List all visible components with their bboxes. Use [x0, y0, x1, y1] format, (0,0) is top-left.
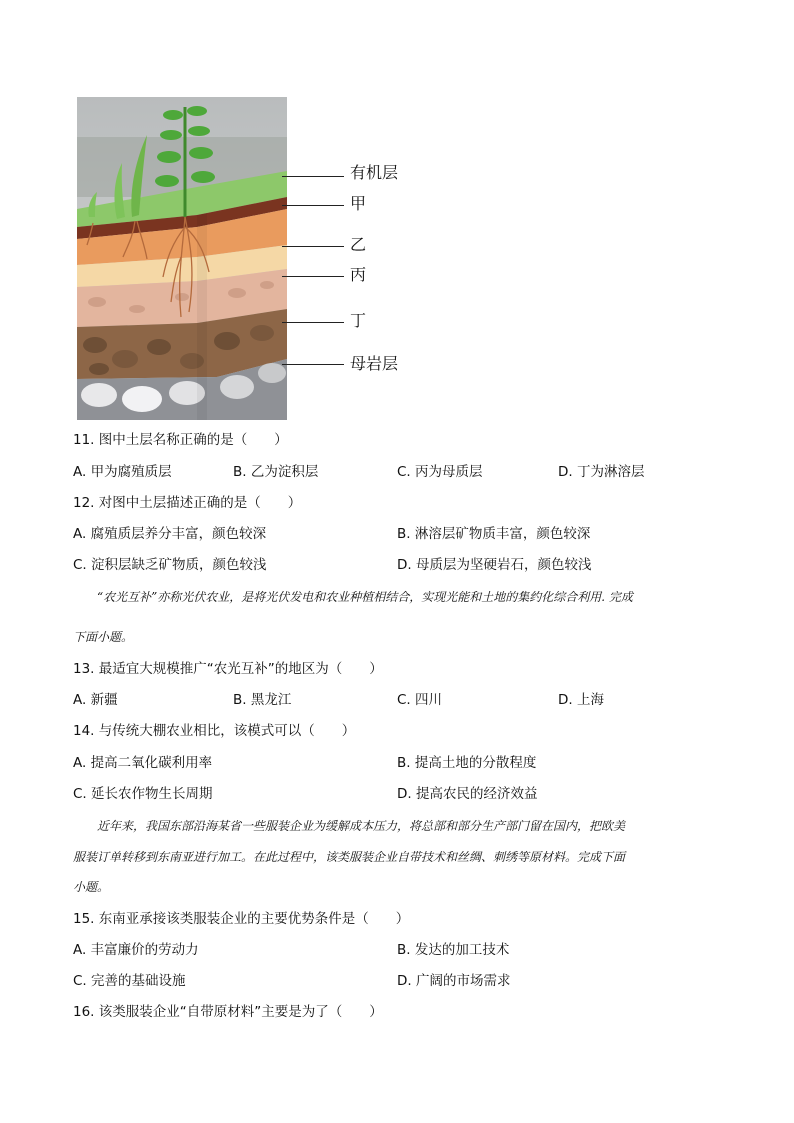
passage-1-line-1: “农光互补”亦称光伏农业，是将光伏发电和农业种植相结合，实现光能和土地的集约化综合利用. 完成 — [97, 590, 633, 604]
question-15-option-d: D. 广阔的市场需求 — [397, 973, 511, 989]
question-15-option-b: B. 发达的加工技术 — [397, 942, 510, 958]
question-13-option-c: C. 四川 — [397, 692, 443, 708]
leader-line-bedrock — [282, 364, 344, 365]
question-14-option-d: D. 提高农民的经济效益 — [397, 786, 538, 802]
question-12-option-d: D. 母质层为坚硬岩石，颜色较浅 — [397, 557, 592, 573]
question-15-option-a: A. 丰富廉价的劳动力 — [73, 942, 199, 958]
label-yi: 乙 — [350, 235, 367, 254]
question-14-option-a: A. 提高二氧化碳利用率 — [73, 755, 213, 771]
label-bedrock-layer: 母岩层 — [350, 354, 399, 373]
passage-2-line-3: 小题。 — [73, 880, 110, 894]
leader-line-jia — [282, 205, 344, 206]
question-14-option-c: C. 延长农作物生长周期 — [73, 786, 213, 802]
leader-line-bing — [282, 276, 344, 277]
question-15-stem: 15. 东南亚承接该类服装企业的主要优势条件是（ ） — [73, 911, 410, 927]
question-13-option-d: D. 上海 — [558, 692, 604, 708]
passage-2-line-2: 服装订单转移到东南亚进行加工。在此过程中，该类服装企业自带技术和丝绸、刺绣等原材料。完成下面 — [73, 850, 626, 864]
leader-line-yi — [282, 246, 344, 247]
question-16-stem: 16. 该类服装企业“自带原材料”主要是为了（ ） — [73, 1004, 383, 1020]
label-ding: 丁 — [350, 311, 367, 330]
question-12-option-b: B. 淋溶层矿物质丰富，颜色较深 — [397, 526, 591, 542]
question-11-stem: 11. 图中土层名称正确的是（ ） — [73, 432, 288, 448]
soil-profile-illustration — [77, 97, 287, 420]
question-13-option-a: A. 新疆 — [73, 692, 118, 708]
question-13-option-b: B. 黑龙江 — [233, 692, 292, 708]
label-bing: 丙 — [350, 265, 367, 284]
question-12-option-c: C. 淀积层缺乏矿物质，颜色较浅 — [73, 557, 267, 573]
passage-1-line-2: 下面小题。 — [73, 630, 134, 644]
leader-line-organic — [282, 176, 344, 177]
label-organic-layer: 有机层 — [350, 163, 399, 182]
leader-line-ding — [282, 322, 344, 323]
question-11-option-a: A. 甲为腐殖质层 — [73, 464, 172, 480]
passage-2-line-1: 近年来，我国东部沿海某省一些服装企业为缓解成本压力，将总部和部分生产部门留在国内，把欧美 — [97, 819, 626, 833]
question-13-stem: 13. 最适宜大规模推广“农光互补”的地区为（ ） — [73, 661, 383, 677]
question-11-option-d: D. 丁为淋溶层 — [558, 464, 645, 480]
soil-profile-svg — [77, 97, 287, 420]
question-12-stem: 12. 对图中土层描述正确的是（ ） — [73, 495, 302, 511]
question-15-option-c: C. 完善的基础设施 — [73, 973, 186, 989]
question-14-option-b: B. 提高土地的分散程度 — [397, 755, 537, 771]
question-14-stem: 14. 与传统大棚农业相比，该模式可以（ ） — [73, 723, 356, 739]
question-11-option-b: B. 乙为淀积层 — [233, 464, 319, 480]
question-12-option-a: A. 腐殖质层养分丰富，颜色较深 — [73, 526, 267, 542]
label-jia: 甲 — [350, 194, 367, 213]
question-11-option-c: C. 丙为母质层 — [397, 464, 483, 480]
